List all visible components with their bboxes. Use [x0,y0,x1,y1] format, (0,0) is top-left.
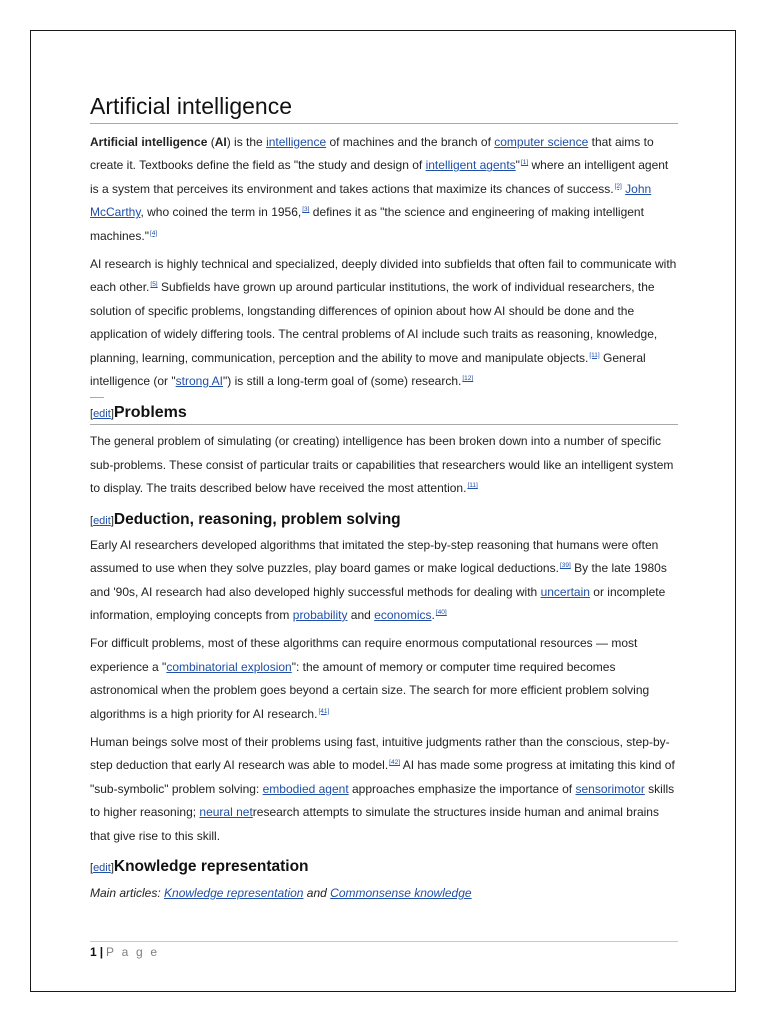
article-content [90,93,678,909]
bold-term: Artificial intelligence [90,135,208,149]
section-heading-problems [90,404,678,425]
bold-term: AI [214,135,227,149]
problems-paragraph: The general problem of simulating (or creating) intelligence has been broken down into a number of specific sub-problems. These consist of particular traits or capabilities that researchers would like an intelligent system to display. The traits described below have received the most attention.[11] [90,434,674,496]
link-strong-ai[interactable]: strong AI [175,374,224,389]
link-john-mccarthy[interactable]: John McCarthy [90,181,652,220]
citation-ref[interactable]: [42] [389,759,401,767]
edit-link[interactable]: edit [93,514,111,527]
link-uncertain[interactable]: uncertain [540,584,590,599]
citation-ref[interactable]: [11] [467,482,478,490]
link-economics[interactable]: economics [374,607,432,622]
section-heading-knowledge [90,858,678,876]
citation-ref[interactable]: [3] [302,206,310,214]
citation-ref[interactable]: [1] [520,159,529,167]
link-computer-science[interactable]: computer science [494,135,589,149]
citation-ref[interactable]: [40] [435,608,447,616]
intro-paragraph: Artificial intelligence (AI) is the intelligence of machines and the branch of computer science that aims to create it. Textbooks define the field as "the study and design of intelligent agents"[1] where an intelligent agent is a system that perceives its environment and takes actions that maximize its chances of success.[2] John McCarthy, who coined the term in 1956,[3] defines it as "the science and engineering of making intelligent machines."[4] [90,135,669,243]
citation-ref[interactable]: [11] [589,351,600,359]
section-title: Problems [113,404,187,422]
main-articles-note: Main articles: Knowledge representation and Commonsense knowledge [90,885,472,900]
link-neural-net[interactable]: neural net [199,805,253,820]
edit-link[interactable]: edit [93,861,111,874]
link-intelligence[interactable]: intelligence [266,135,327,149]
link-intelligent-agents[interactable]: intelligent agents [425,158,516,173]
page-footer [90,945,159,959]
link-probability[interactable]: probability [292,607,348,622]
link-combinatorial-explosion[interactable]: combinatorial explosion [166,659,292,674]
footer-divider [90,941,678,942]
research-paragraph: AI research is highly technical and specialized, deeply divided into subfields that often fail to communicate with each other.[5] Subfields have grown up around particular institutions, the work of individual researchers, the solution of specific problems, longstanding differences of opinion about how AI should be done and the application of widely differing tools. The central problems of AI include such traits as reasoning, knowledge, planning, learning, communication, perception and the ability to move and manipulate objects.[11] General intelligence (or "strong AI") is still a long-term goal of (some) research.[12] [90,257,677,389]
section-title: Deduction, reasoning, problem solving [113,510,401,528]
citation-ref[interactable]: [4] [149,229,158,237]
deduction-paragraph-2: For difficult problems, most of these algorithms can require enormous computational resources — most experience a "combinatorial explosion": the amount of memory or computer time required becomes astronomical when the problem goes beyond a certain size. The search for more efficient problem solving algorithms is a high priority for AI research.[41] [90,636,650,721]
page-label: P a g e [106,945,160,959]
citation-ref[interactable]: [39] [559,562,571,570]
edit-section-link[interactable]: [edit] [90,408,114,421]
link-sensorimotor[interactable]: sensorimotor [575,781,645,796]
article-title: Artificial intelligence [90,93,678,124]
short-divider [90,397,104,398]
footer-separator: | [99,945,104,959]
citation-ref[interactable]: [2] [614,182,622,190]
document-page [30,30,736,992]
page-number: 1 [90,945,97,959]
link-embodied-agent[interactable]: embodied agent [262,781,349,796]
edit-section-link[interactable]: [edit] [90,861,114,874]
section-title: Knowledge representation [113,857,309,875]
citation-ref[interactable]: [5] [150,281,158,289]
section-heading-deduction [90,511,678,529]
citation-ref[interactable]: [41] [318,707,330,715]
deduction-paragraph-1: Early AI researchers developed algorithms that imitated the step-by-step reasoning that humans were often assumed to use when they solve puzzles, play board games or make logical deductions.[39] By the late 1980s and '90s, AI research had also developed highly successful methods for dealing with uncertain or incomplete information, employing concepts from probability and economics.[40] [90,537,667,622]
deduction-paragraph-3: Human beings solve most of their problems using fast, intuitive judgments rather than the conscious, step-by-step deduction that early AI research was able to model.[42] AI has made some progress at imitating this kind of "sub-symbolic" problem solving: embodied agent approaches emphasize the importance of sensorimotor skills to higher reasoning; neural netresearch attempts to simulate the structures inside human and animal brains that give rise to this skill. [90,734,675,843]
edit-link[interactable]: edit [93,408,111,421]
edit-section-link[interactable]: [edit] [90,514,114,527]
link-knowledge-representation[interactable]: Knowledge representation [164,885,304,900]
citation-ref[interactable]: [12] [462,375,474,383]
link-commonsense-knowledge[interactable]: Commonsense knowledge [330,885,472,900]
